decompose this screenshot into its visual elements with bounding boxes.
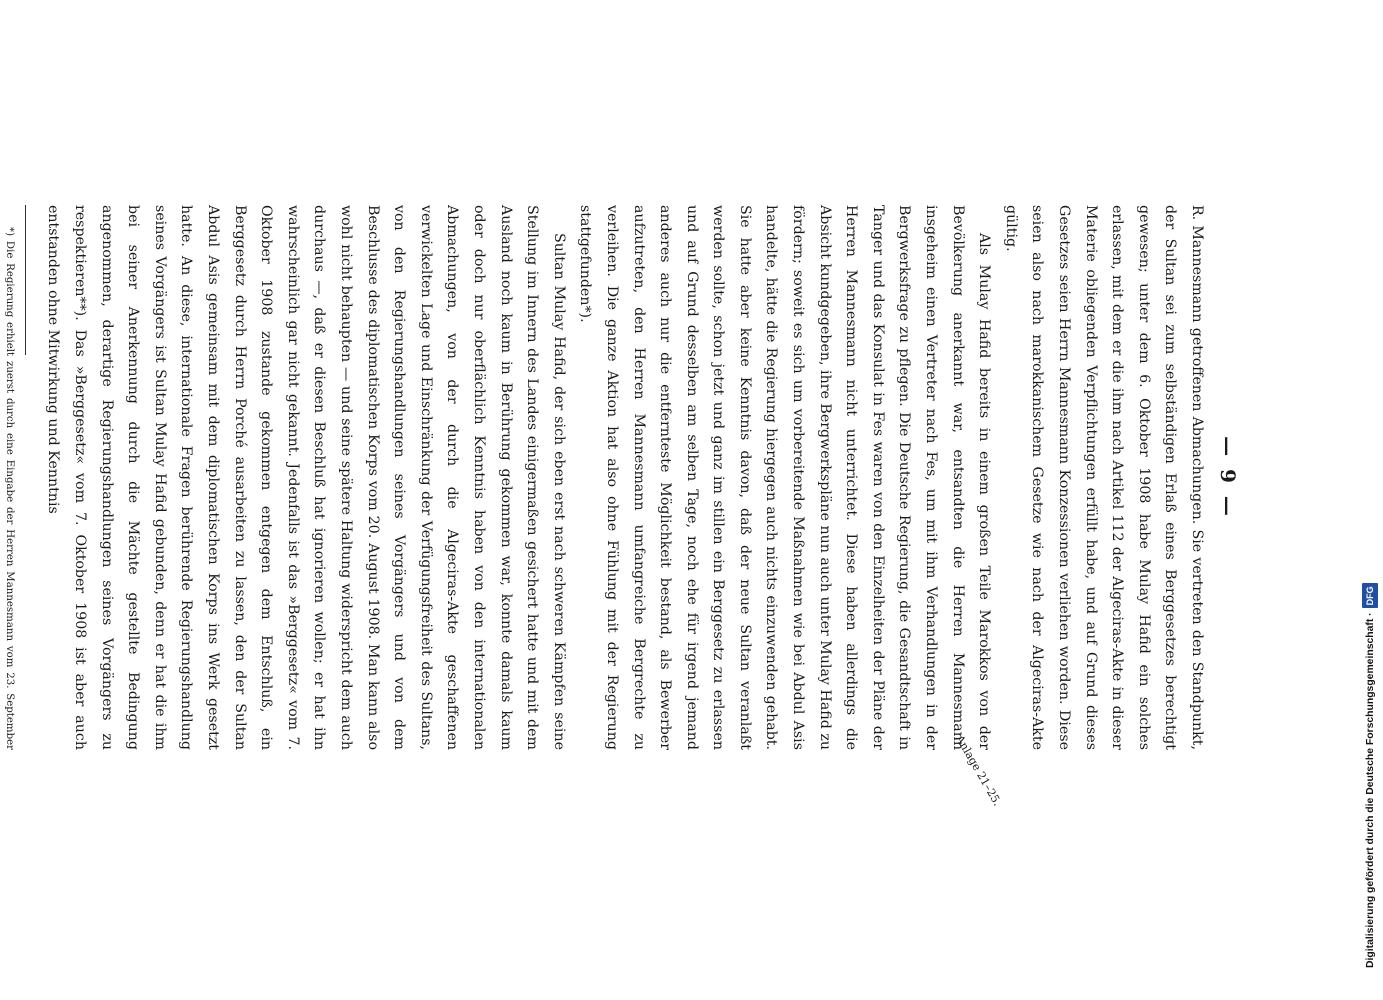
footnote-1: *) Die Regierung erhielt zuerst durch eine Eingabe der Herren Mannesmann vom 23. September <box>3 227 15 750</box>
paragraph-1: R. Mannesmann getroffenen Abmachungen. Sie vertreten den Standpunkt, der Sultan sei zum selbständigen Erlaß eines Berggesetzes berechtigt gewesen; unter dem 6. Oktober 1908 habe Mulay Hafid ein solches erlassen, mit dem er die ihm nach Artikel 112 der Algeciras-Akte in dieser Materie obliegenden Verpflichtungen erfüllt habe, und auf Grund dieses Gesetzes seien Herrn Mannesmann Konzessionen verliehen worden. Diese seien also nach marokkanischem Gesetze wie nach der Algeciras-Akte gültig. <box>1002 205 1205 750</box>
paragraph-3: Sultan Mulay Hafid, der sich eben erst nach schweren Kämpfen seine Stellung im Innern des Landes einigermaßen gesichert hatte und mit dem Ausland noch kaum in Berührung gekommen war, konnte damals kaum oder doch nur oberflächlich Kenntnis haben von den internationalen Abmachungen, von der durch die Algeciras-Akte geschaffenen verwickelten Lage und Einschränkung der Verfügungsfreiheit des Sultans, von den Regierungshandlungen seines Vorgängers und von dem Beschlusse des diplomatischen Korps vom 20. August 1908. Man kann also wohl nicht behaupten — und seine spätere Haltung widerspricht dem auch durchaus —, daß er diesen Beschluß hat ignorieren wollen; er hat ihn wahrscheinlich gar nicht gekannt. Jedenfalls ist das »Berggesetz« vom 7. Oktober 1908 zustande gekommen entgegen dem Entschluß, ein Berggesetz durch Herrn Porché ausarbeiten zu lassen, den der Sultan Abdul Asis gemeinsam mit dem diplomatischen Korps ins Werk gesetzt hatte. An diese, internationale Fragen berührende Regierungshandlung seines Vorgängers ist Sultan Mulay Hafid gebunden, denn er hat die ihm bei seiner Anerkennung durch die Mächte gestellte Bedingung angenommen, derartige Regierungshandlungen seines Vorgängers zu respektieren**). Das »Berggesetz« vom 7. Oktober 1908 ist aber auch entstanden ohne Mitwirkung und Kenntnis <box>45 205 567 750</box>
footnotes <box>0 205 17 750</box>
footnote-divider <box>25 205 26 355</box>
page-number: — 9 — <box>1216 436 1240 519</box>
body-text <box>40 205 1210 750</box>
credit-text: Digitalisierung gefördert durch die Deutsche Forschungsgemeinschaft · <box>1365 612 1376 968</box>
credit-line <box>1362 8 1378 968</box>
annex-marginal-note: Anlage 21–25. <box>953 732 1004 808</box>
paragraph-2: Als Mulay Hafid bereits in einem großen Teile Marokkos von der Bevölkerung anerkannt war, entsandten die Herren Mannesmann insgeheim einen Vertreter nach Fes, um mit ihm Verhandlungen in der Bergwerksfrage zu pflegen. Die Deutsche Regierung, die Gesandtschaft in Tanger und das Konsulat in Fes waren von den Einzelheiten der Pläne der Herren Mannesmann nicht unterrichtet. Diese haben allerdings die Absicht kundgegeben, ihre Bergwerkspläne nun auch unter Mulay Hafid zu fördern; soweit es sich um vorbereitende Maßnahmen wie bei Abdul Asis handelte, hätte die Regierung hiergegen auch nichts einzuwenden gehabt. Sie hatte aber keine Kenntnis davon, daß der neue Sultan veranlaßt werden sollte, schon jetzt und ganz im stillen ein Berggesetz zu erlassen und auf Grund desselben am selben Tage, noch ehe für irgend jemand anderes auch nur die entfernteste Möglichkeit bestand, als Bewerber aufzutreten, den Herren Mannesmann umfangreiche Bergrechte zu verleihen. Die ganze Aktion hat also ohne Fühlung mit der Regierung stattgefunden*). <box>577 205 993 750</box>
digitization-credit <box>1362 8 1378 968</box>
rotated-document-page <box>3 205 1240 808</box>
dfg-logo: DFG <box>1362 583 1378 608</box>
